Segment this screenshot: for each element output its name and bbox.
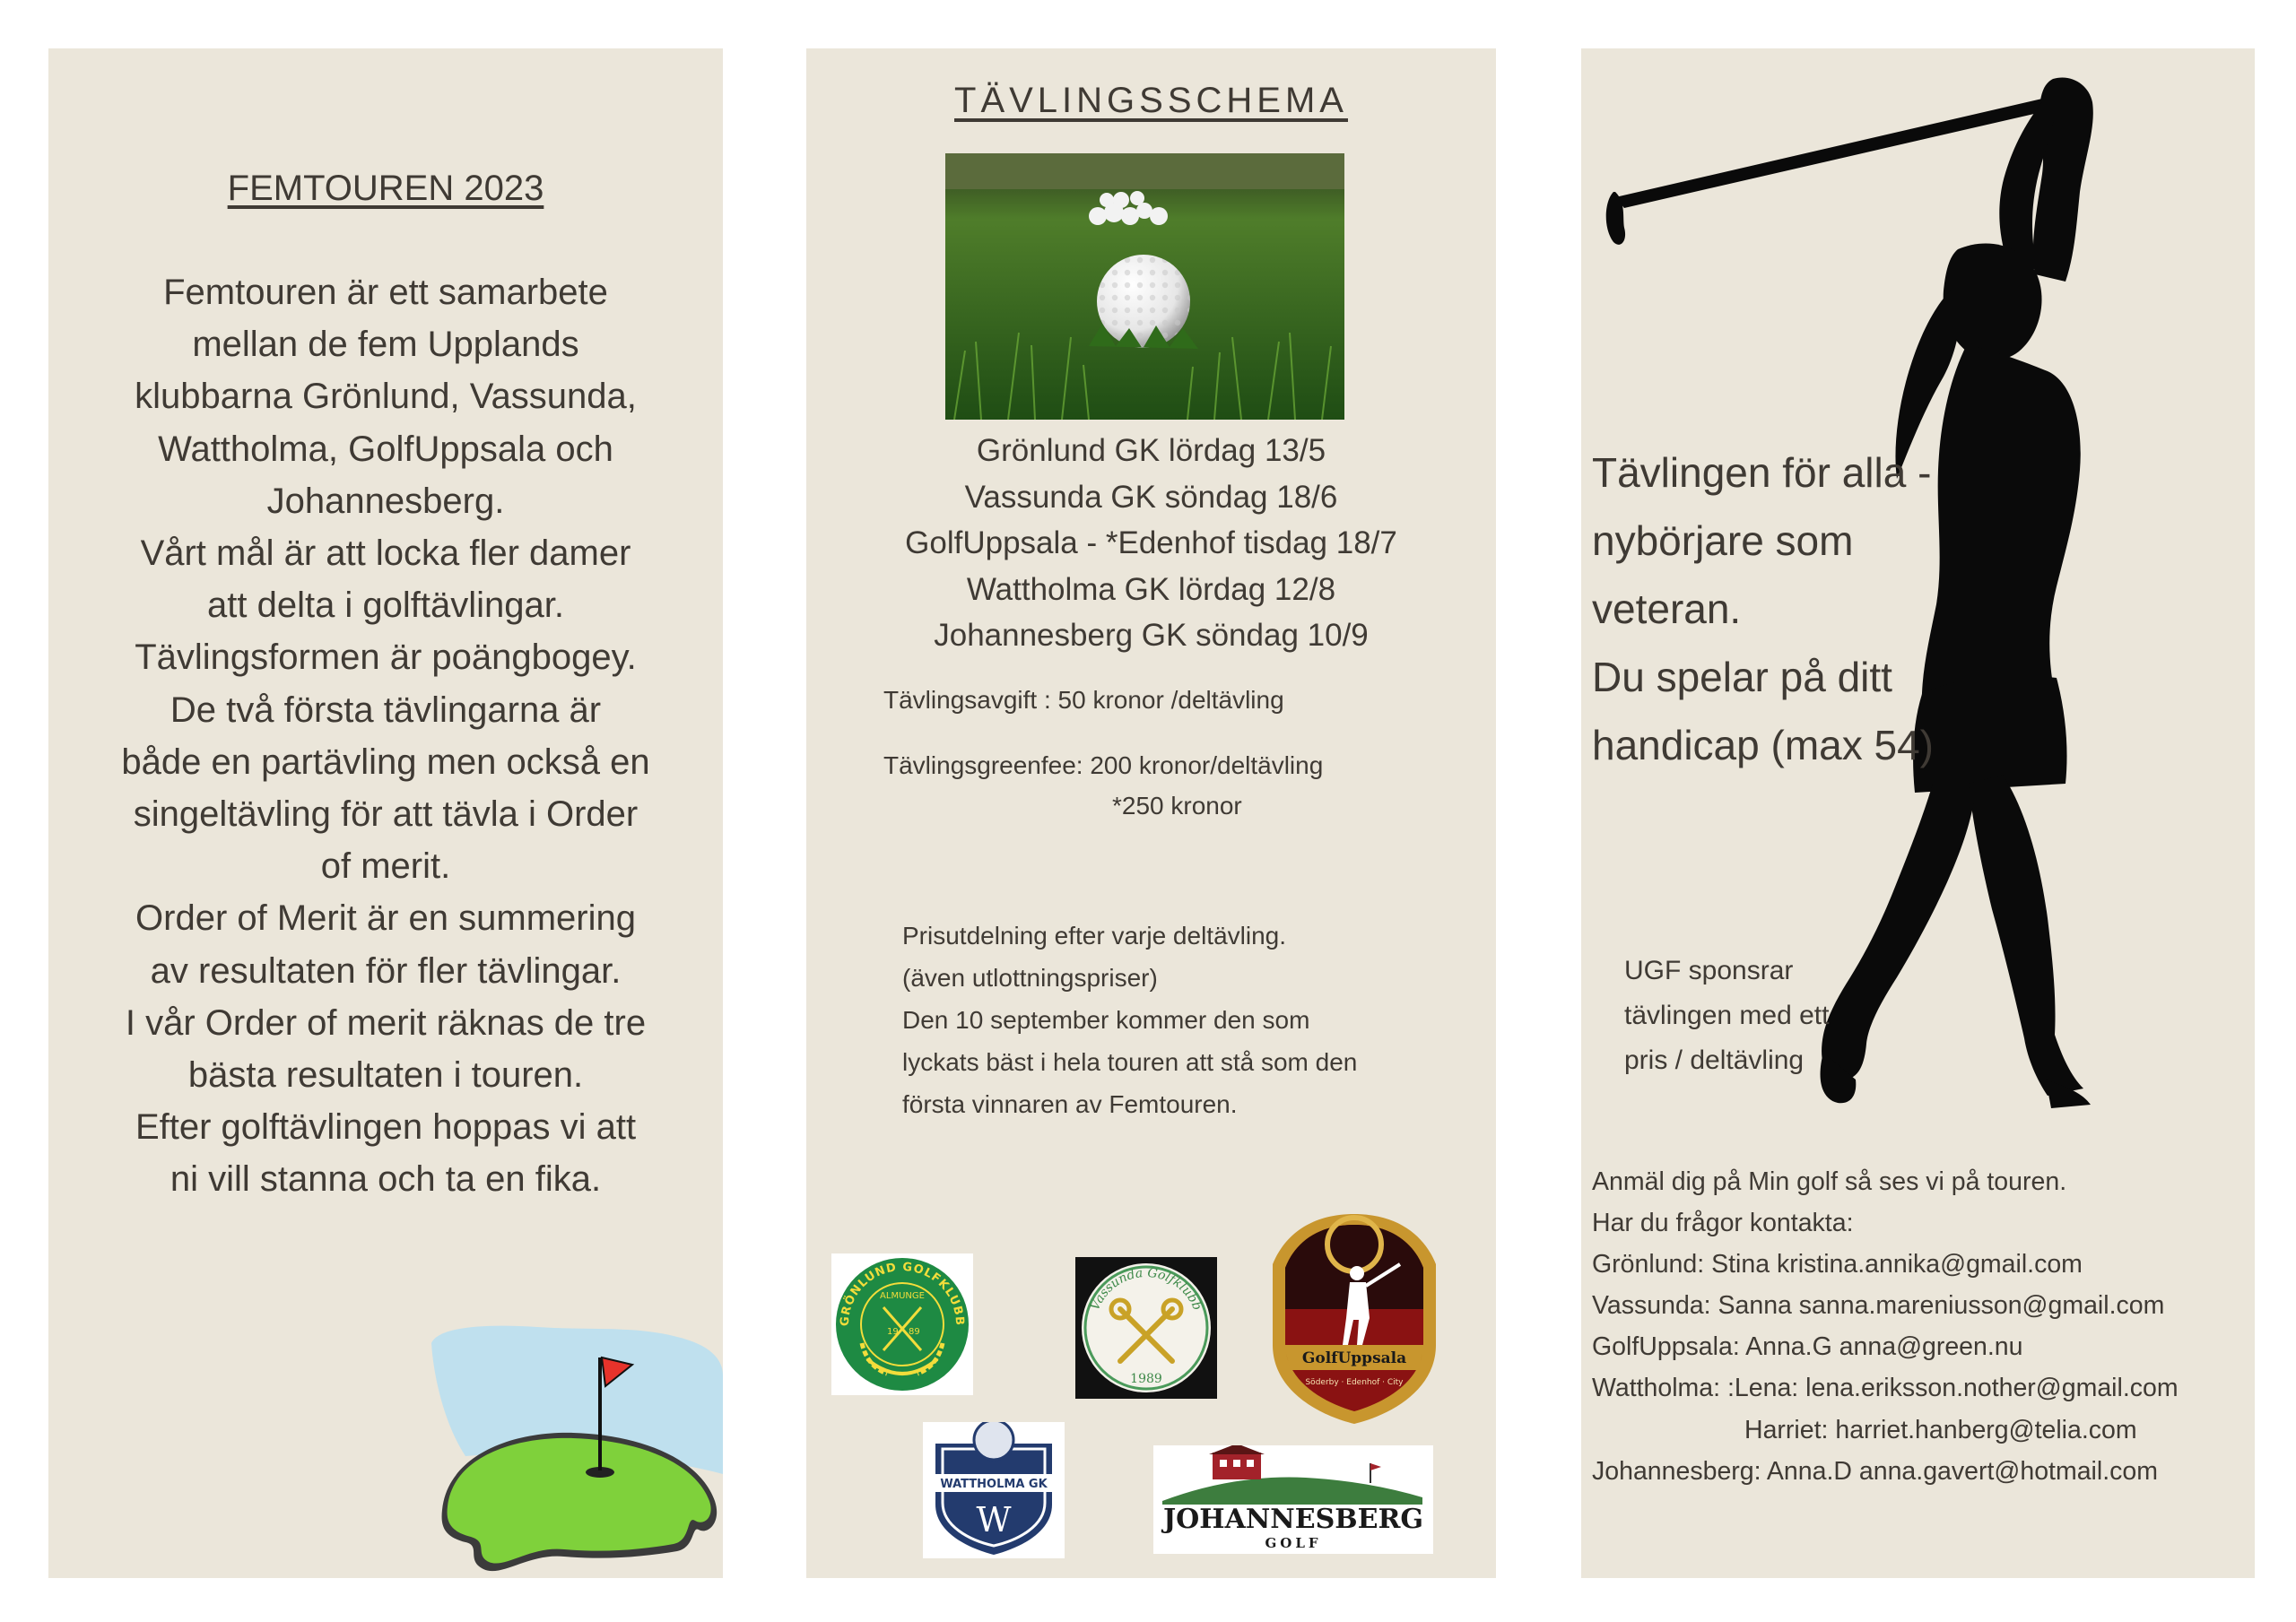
gronlund-golfklubb-logo xyxy=(831,1253,973,1395)
signup-text: Anmäl dig på Min golf så ses vi på touren. xyxy=(1592,1167,2067,1196)
intro-line: singeltävling för att tävla i Order xyxy=(133,794,639,835)
johannesberg-golf-logo xyxy=(1153,1445,1433,1554)
johannesberg-logo-text: JOHANNESBERG xyxy=(1162,1504,1424,1535)
schedule-item: Vassunda GK söndag 18/6 xyxy=(964,479,1338,515)
schedule-item: GolfUppsala - *Edenhof tisdag 18/7 xyxy=(905,525,1397,560)
intro-line: Tävlingsformen är poängbogey. xyxy=(135,638,637,678)
tagline-line: nybörjare som xyxy=(1592,517,1854,564)
prize-line: Den 10 september kommer den som xyxy=(902,1006,1310,1034)
sponsor-line: pris / deltävling xyxy=(1624,1045,1805,1075)
golfuppsala-logo xyxy=(1265,1210,1443,1426)
contact-johannesberg: Johannesberg: Anna.D anna.gavert@hotmail.com xyxy=(1592,1456,2158,1486)
johannesberg-logo-sub: GOLF xyxy=(1265,1535,1322,1551)
greenfee-edenhof: *250 kronor xyxy=(1112,792,1242,820)
intro-line: Vårt mål är att locka fler damer xyxy=(140,533,631,574)
sponsor-note xyxy=(1624,949,1829,1083)
gronlund-logo-text: GRÖNLUND GOLFKLUBB xyxy=(838,1260,967,1327)
intro-line: Femtouren är ett samarbete xyxy=(163,273,608,312)
golfuppsala-logo-text: GolfUppsala xyxy=(1301,1349,1407,1367)
gronlund-logo-year: 19 xyxy=(887,1327,899,1337)
schedule-title: TÄVLINGSSCHEMA xyxy=(954,81,1348,120)
sponsor-line: tävlingen med ett xyxy=(1624,1001,1830,1030)
intro-line: Efter golftävlingen hoppas vi att xyxy=(135,1107,637,1148)
prize-line: lyckats bäst i hela touren att stå som den xyxy=(902,1048,1358,1076)
contact-wattholma-harriet: Harriet: harriet.hanberg@telia.com xyxy=(1744,1415,2137,1444)
info-panel xyxy=(1581,48,2255,1578)
fees-section xyxy=(883,680,1323,826)
intro-line: att delta i golftävlingar. xyxy=(206,585,565,626)
wattholma-gk-logo xyxy=(923,1422,1065,1558)
golfuppsala-logo-sub: Söderby · Edenhof · City xyxy=(1305,1378,1404,1387)
greenfee: Tävlingsgreenfee: 200 kronor/deltävling xyxy=(883,751,1324,779)
contact-heading: Har du frågor kontakta: xyxy=(1592,1209,1854,1238)
prize-line: (även utlottningspriser) xyxy=(902,964,1158,992)
vassunda-golfklubb-logo xyxy=(1075,1257,1217,1399)
intro-line: Johannesberg. xyxy=(266,481,505,521)
contact-list xyxy=(1592,1161,2179,1492)
golf-green-flag-icon xyxy=(430,1322,723,1578)
schedule-item: Wattholma GK lördag 12/8 xyxy=(966,571,1336,607)
tagline-line: Tävlingen för alla - xyxy=(1592,449,1932,496)
tagline-line: handicap (max 54) xyxy=(1592,722,1934,768)
gronlund-logo-year: 89 xyxy=(909,1327,920,1337)
intro-line: mellan de fem Upplands xyxy=(192,325,579,365)
intro-line: De två första tävlingarna är xyxy=(170,690,602,730)
intro-line: ni vill stanna och ta en fika. xyxy=(170,1159,602,1200)
tagline-line: Du spelar på ditt xyxy=(1592,654,1892,700)
prize-info xyxy=(902,915,1357,1125)
intro-line: Order of Merit är en summering xyxy=(135,898,636,939)
entry-fee: Tävlingsavgift : 50 kronor /deltävling xyxy=(883,686,1284,714)
contact-wattholma-lena: Wattholma: :Lena: lena.eriksson.nother@gmail.com xyxy=(1592,1374,2179,1403)
intro-line: of merit. xyxy=(320,846,451,887)
wattholma-logo-text: WATTHOLMA GK xyxy=(940,1478,1048,1491)
prize-line: första vinnaren av Femtouren. xyxy=(902,1090,1238,1118)
tagline xyxy=(1592,438,1934,779)
vassunda-logo-text: Vassunda Golfklubb xyxy=(1088,1265,1205,1313)
prize-line: Prisutdelning efter varje deltävling. xyxy=(902,922,1287,950)
contact-vassunda: Vassunda: Sanna sanna.mareniusson@gmail.com xyxy=(1592,1291,2165,1321)
sponsor-line: UGF sponsrar xyxy=(1624,956,1794,985)
intro-text xyxy=(75,266,696,1206)
intro-line: både en partävling men också en xyxy=(121,742,650,782)
schedule-item: Grönlund GK lördag 13/5 xyxy=(976,433,1326,468)
intro-line: I vår Order of merit räknas de tre xyxy=(125,1002,647,1043)
wattholma-logo-letter: W xyxy=(976,1500,1012,1540)
contact-gronlund: Grönlund: Stina kristina.annika@gmail.com xyxy=(1592,1250,2083,1279)
golf-ball-on-grass-photo xyxy=(945,153,1344,420)
schedule-panel xyxy=(806,48,1496,1578)
contact-golfuppsala: GolfUppsala: Anna.G anna@green.nu xyxy=(1592,1332,2023,1362)
schedule-item: Johannesberg GK söndag 10/9 xyxy=(934,618,1369,653)
intro-line: bästa resultaten i touren. xyxy=(187,1055,584,1096)
vassunda-logo-year: 1989 xyxy=(1130,1372,1162,1386)
intro-line: av resultaten för fler tävlingar. xyxy=(150,950,622,991)
competition-schedule xyxy=(806,428,1496,659)
tour-title: FEMTOUREN 2023 xyxy=(227,169,544,208)
tagline-line: veteran. xyxy=(1592,585,1742,632)
intro-line: klubbarna Grönlund, Vassunda, xyxy=(135,377,637,417)
gronlund-logo-sub: ALMUNGE xyxy=(880,1291,925,1301)
intro-line: Wattholma, GolfUppsala och xyxy=(158,429,613,469)
intro-panel xyxy=(48,48,723,1578)
